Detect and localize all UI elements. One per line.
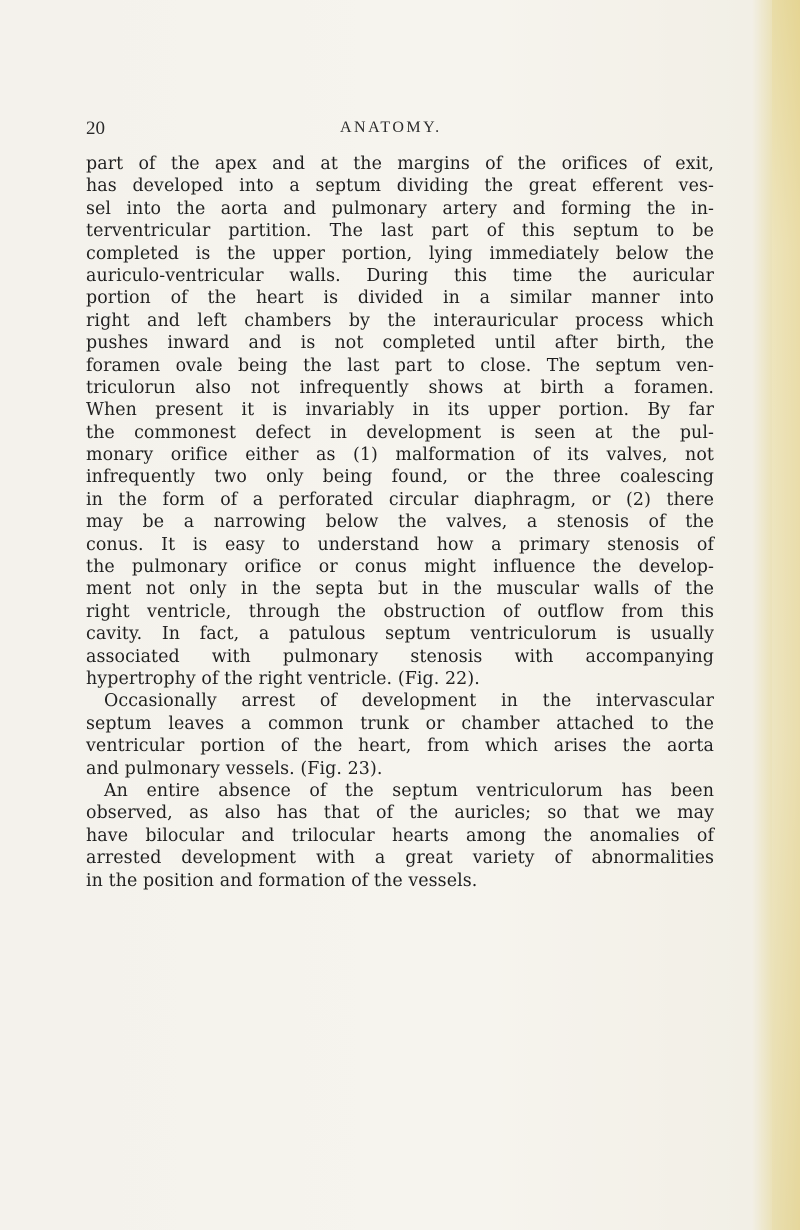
body-text	[86, 153, 714, 892]
text-line: have bilocular and trilocular hearts among the anomalies of	[86, 825, 714, 846]
page-edge-stain	[772, 0, 800, 1230]
running-title: ANATOMY.	[340, 119, 442, 136]
text-line: and pulmonary vessels. (Fig. 23).	[86, 758, 383, 779]
text-line: foramen ovale being the last part to close. The septum ven-	[86, 355, 714, 376]
text-line: auriculo-ventricular walls. During this time the auricular	[86, 265, 714, 286]
text-line: infrequently two only being found, or the three coalescing	[86, 467, 714, 488]
text-line: cavity. In fact, a patulous septum ventriculorum is usually	[86, 624, 714, 645]
text-line: triculorun also not infrequently shows at birth a foramen.	[86, 377, 714, 398]
text-line: observed, as also has that of the auricles; so that we may	[86, 803, 714, 824]
text-line: in the form of a perforated circular diaphragm, or (2) there	[86, 489, 714, 510]
text-line: portion of the heart is divided in a similar manner into	[86, 288, 714, 309]
text-line: may be a narrowing below the valves, a stenosis of the	[86, 512, 714, 533]
text-line: Occasionally arrest of development in the intervascular	[104, 691, 714, 712]
text-line: sel into the aorta and pulmonary artery and forming the in-	[86, 198, 714, 219]
text-line: associated with pulmonary stenosis with accompanying	[86, 646, 714, 667]
running-head	[86, 118, 716, 144]
text-line: conus. It is easy to understand how a primary stenosis of	[86, 534, 714, 555]
text-line: ventricular portion of the heart, from which arises the aorta	[86, 736, 714, 757]
text-line: monary orifice either as (1) malformation of its valves, not	[86, 445, 714, 466]
page-number: 20	[86, 118, 105, 139]
text-line: When present it is invariably in its upper portion. By far	[86, 400, 714, 421]
text-line: right ventricle, through the obstruction of outflow from this	[86, 601, 714, 622]
text-line: the commonest defect in development is seen at the pul-	[86, 422, 714, 443]
text-line: arrested development with a great variety of abnormalities	[86, 848, 714, 869]
text-line: completed is the upper portion, lying immediately below the	[86, 243, 714, 264]
text-line: ment not only in the septa but in the muscular walls of the	[86, 579, 714, 600]
text-line: terventricular partition. The last part of this septum to be	[86, 221, 714, 242]
text-line: septum leaves a common trunk or chamber attached to the	[86, 713, 714, 734]
text-line: part of the apex and at the margins of the orifices of exit,	[86, 154, 714, 174]
text-line: An entire absence of the septum ventriculorum has been	[104, 780, 714, 801]
text-line: right and left chambers by the interauricular process which	[86, 310, 714, 331]
text-line: hypertrophy of the right ventricle. (Fig. 22).	[86, 668, 480, 689]
text-line: in the position and formation of the vessels.	[86, 870, 478, 891]
text-line: the pulmonary orifice or conus might influence the develop-	[86, 557, 714, 578]
text-line: pushes inward and is not completed until after birth, the	[86, 333, 714, 354]
text-line: has developed into a septum dividing the great efferent ves-	[86, 176, 714, 197]
